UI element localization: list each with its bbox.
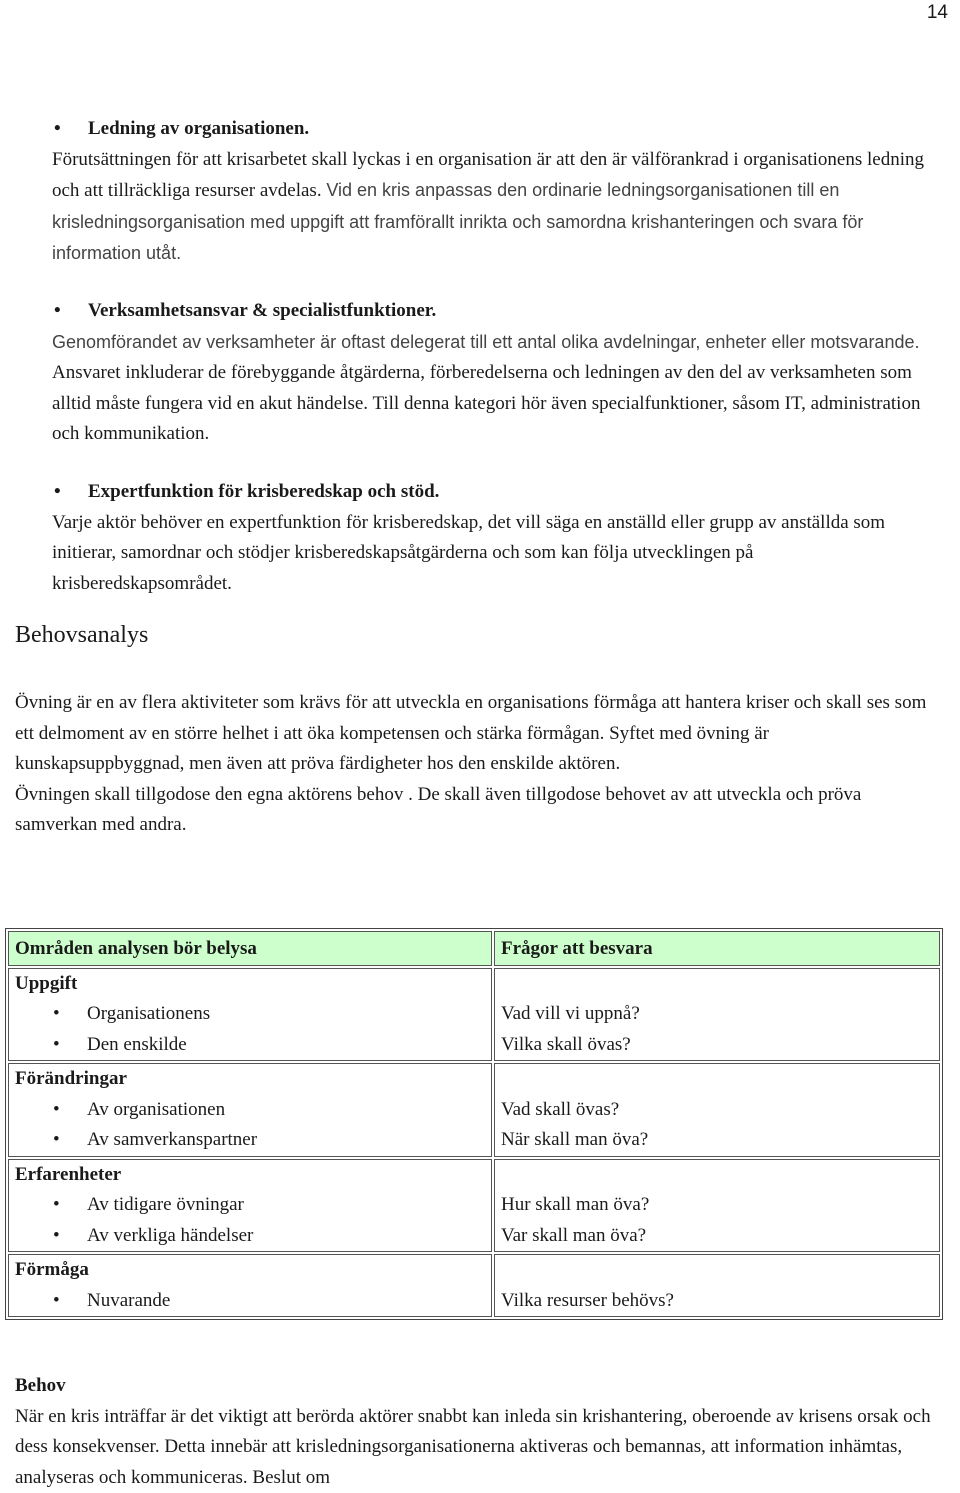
body-serif: Ansvaret inkluderar de förebyggande åtgärderna, förberedelserna och ledningen av den del av verksamheten som alltid måste fungera vid en akut händelse. Till denna kategori hör även specialfunktioner, såsom IT, administration och kommunikation. — [52, 362, 920, 444]
table-cell — [494, 1063, 940, 1157]
section-title: • Expertfunktion för krisberedskap och stöd. — [52, 477, 932, 508]
question: När skall man öva? — [501, 1125, 933, 1156]
column-header: Områden analysen bör belysa — [8, 931, 492, 966]
list-item: • Nuvarande — [15, 1286, 485, 1317]
body-serif: Förutsättningen för att krisarbetet skall lyckas i en organisation är att den är välförankrad i organisationens ledning och att tillräckliga resurser avdelas. — [52, 149, 924, 202]
table-cell — [8, 1254, 492, 1317]
section-ledning — [52, 114, 932, 270]
row-label: Uppgift — [15, 969, 485, 1000]
section-expertfunktion — [52, 477, 932, 599]
table-row — [8, 1063, 940, 1157]
section-title: • Verksamhetsansvar & specialistfunktioner. — [52, 296, 932, 327]
question: Vilka skall övas? — [501, 1030, 933, 1061]
row-label: Förmåga — [15, 1255, 485, 1286]
question: Var skall man öva? — [501, 1221, 933, 1252]
table-row — [8, 968, 940, 1062]
column-header: Frågor att besvara — [494, 931, 940, 966]
table-cell — [494, 968, 940, 1062]
list-item: • Den enskilde — [15, 1030, 485, 1061]
table-header-row — [8, 931, 940, 966]
heading-behovsanalys: Behovsanalys — [15, 622, 148, 649]
section-body: Varje aktör behöver en expertfunktion för krisberedskap, det vill säga en anställd eller grupp av anställda som initierar, samordnar och stödjer krisberedskapsåtgärderna och som kan följa utvecklingen på krisberedskapsområdet. — [52, 508, 932, 600]
table-cell — [8, 1159, 492, 1253]
row-label: Förändringar — [15, 1064, 485, 1095]
behov-section — [15, 1371, 935, 1493]
paragraph: Övningen skall tillgodose den egna aktörens behov . De skall även tillgodose behovet av att utveckla och pröva samverkan med andra. — [15, 780, 935, 841]
behov-body: När en kris inträffar är det viktigt att berörda aktörer snabbt kan inleda sin krishantering, oberoende av krisens orsak och dess konsekvenser. Detta innebär att krisledningsorganisationerna aktiveras och bemannas, att information inhämtas, analyseras och kommuniceras. Beslut om — [15, 1402, 935, 1493]
question: Vad skall övas? — [501, 1095, 933, 1126]
table-cell — [494, 1254, 940, 1317]
question: Vilka resurser behövs? — [501, 1286, 933, 1317]
analysis-table — [5, 928, 943, 1320]
table-cell — [8, 1063, 492, 1157]
table-row — [8, 1254, 940, 1317]
question: Vad vill vi uppnå? — [501, 999, 933, 1030]
question: Hur skall man öva? — [501, 1190, 933, 1221]
paragraph: Övning är en av flera aktiviteter som krävs för att utveckla en organisations förmåga att hantera kriser och skall ses som ett delmoment av en större helhet i att öka kompetensen och stärka förmågan. Syftet med övning är kunskapsuppbyggnad, men även att pröva färdigheter hos den enskilde aktören. — [15, 688, 935, 780]
section-body — [52, 327, 932, 450]
list-item: • Av verkliga händelser — [15, 1221, 485, 1252]
body-sans: Vid en kris anpassas den ordinarie ledningsorganisationen till en krisledningsorganisation med uppgift att framförallt inrikta och samordna krishanteringen och svara för information utåt. — [52, 180, 863, 263]
section-title: • Ledning av organisationen. — [52, 114, 932, 145]
section-body — [52, 145, 932, 270]
table-cell — [494, 1159, 940, 1253]
list-item: • Organisationens — [15, 999, 485, 1030]
body-sans: Genomförandet av verksamheter är oftast delegerat till ett antal olika avdelningar, enheter eller motsvarande. — [52, 332, 919, 352]
table-cell — [8, 968, 492, 1062]
list-item: • Av tidigare övningar — [15, 1190, 485, 1221]
page-number: 14 — [927, 2, 948, 24]
list-item: • Av samverkanspartner — [15, 1125, 485, 1156]
behovsanalys-text — [15, 688, 935, 841]
row-label: Erfarenheter — [15, 1160, 485, 1191]
table-row — [8, 1159, 940, 1253]
behov-title: Behov — [15, 1371, 935, 1402]
list-item: • Av organisationen — [15, 1095, 485, 1126]
section-verksamhetsansvar — [52, 296, 932, 450]
